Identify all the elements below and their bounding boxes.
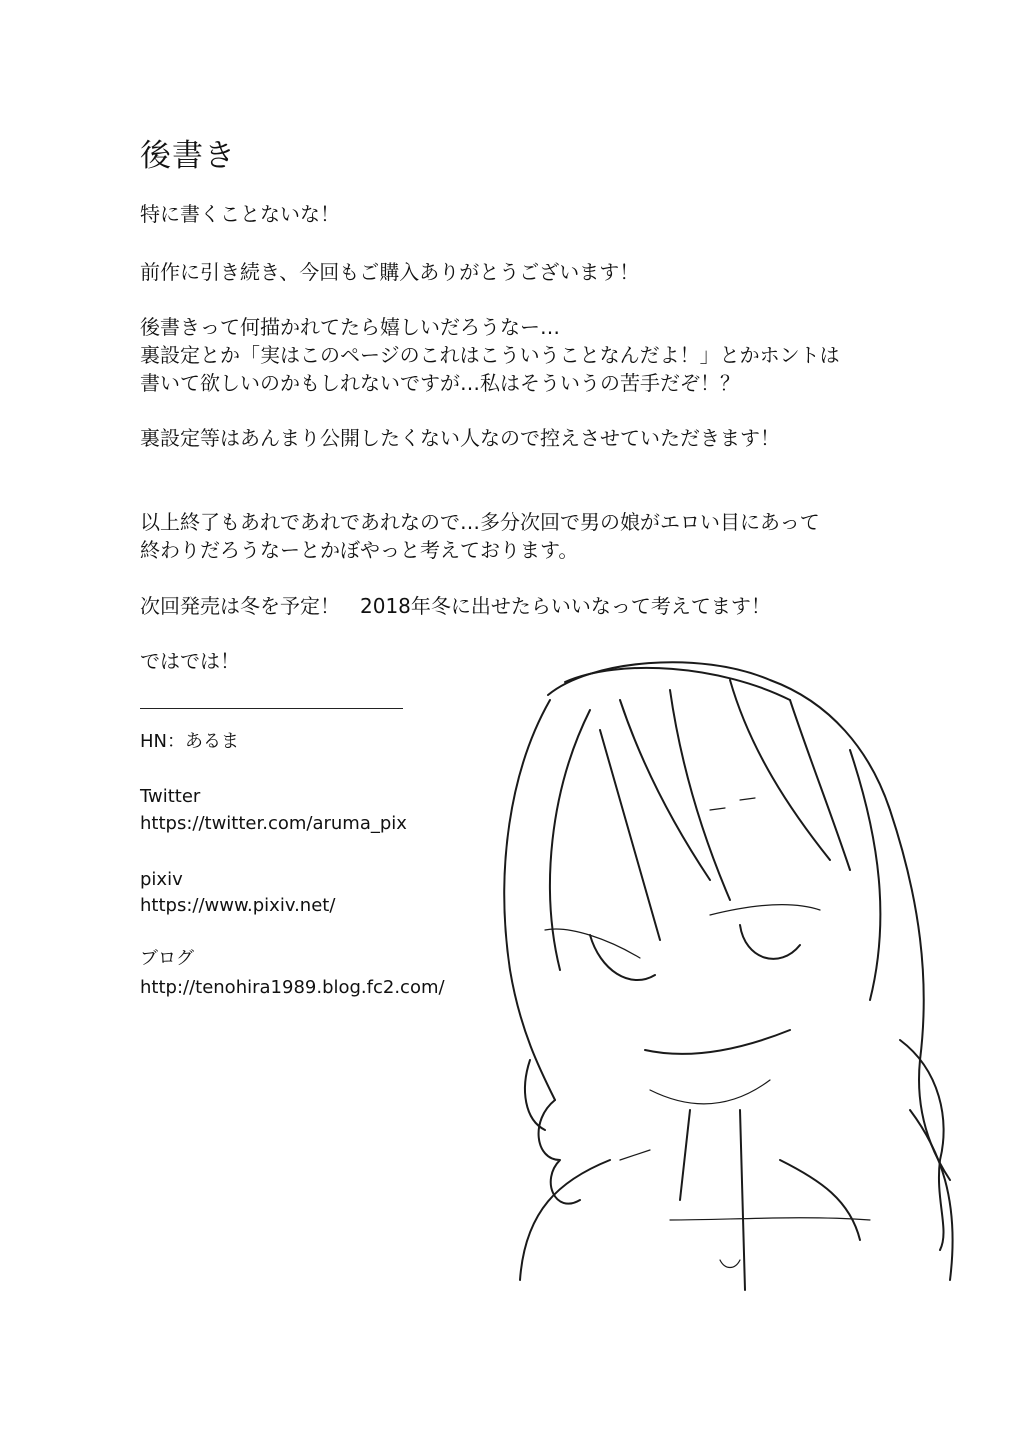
character-sketch-illustration [470,640,970,1320]
chest-mark [720,1260,740,1268]
bangs-strand-5 [600,730,660,940]
divider-line [140,708,403,709]
hair-left-curl [539,1100,580,1204]
twitter-url: https://twitter.com/aruma_pix [140,813,407,834]
afterword-line-4: 裏設定とか「実はこのページのこれはこういうことなんだよ！」とかホントは [140,343,840,367]
shoulder-right [780,1160,860,1240]
strand-mark [620,1150,650,1160]
afterword-line-6: 裏設定等はあんまり公開したくない人なので控えさせていただきます！ [140,426,780,450]
bangs-strand-2 [670,690,730,900]
shoulder-left [520,1160,610,1280]
hair-right-inner [850,750,880,1000]
page-title: 後書き [140,138,236,174]
collar-line [670,1218,870,1220]
bangs-strand-1 [620,700,710,880]
author-handle: HN：あるま [140,731,239,752]
chin-line [650,1080,770,1104]
hair-right-strand [910,1110,953,1280]
blog-label: ブログ [140,948,194,969]
twitter-label: Twitter [140,786,201,807]
pixiv-url: https://www.pixiv.net/ [140,895,336,916]
blog-url: http://tenohira1989.blog.fc2.com/ [140,977,445,998]
afterword-line-5: 書いて欲しいのかもしれないですが…私はそういうの苦手だぞ！？ [140,371,740,395]
neck-right [740,1110,745,1290]
brow-mark [710,798,755,810]
afterword-line-9: 次回発売は冬を予定！ 2018年冬に出せたらいいなって考えてます！ [140,594,771,618]
pixiv-label: pixiv [140,869,183,890]
afterword-line-7: 以上終了もあれであれであれなので…多分次回で男の娘がエロい目にあって [140,510,820,534]
hair-right-curl [900,1040,944,1250]
hair-left-outer [504,700,555,1100]
mouth [645,1030,790,1054]
neck-left [680,1110,690,1200]
afterword-line-1: 特に書くことないな！ [140,202,340,226]
hair-outline-top-2 [565,668,790,700]
afterword-line-2: 前作に引き続き、今回もご購入ありがとうございます！ [140,260,640,284]
right-eye-lid [710,905,820,915]
afterword-line-10: ではでは！ [140,649,240,673]
hair-outline-top [548,662,890,810]
afterword-line-3: 後書きって何描かれてたら嬉しいだろうなー… [140,315,560,339]
left-eye [590,935,655,980]
right-eye [740,925,800,959]
hair-left-inner [550,710,590,970]
afterword-line-8: 終わりだろうなーとかぼやっと考えております。 [140,538,579,562]
